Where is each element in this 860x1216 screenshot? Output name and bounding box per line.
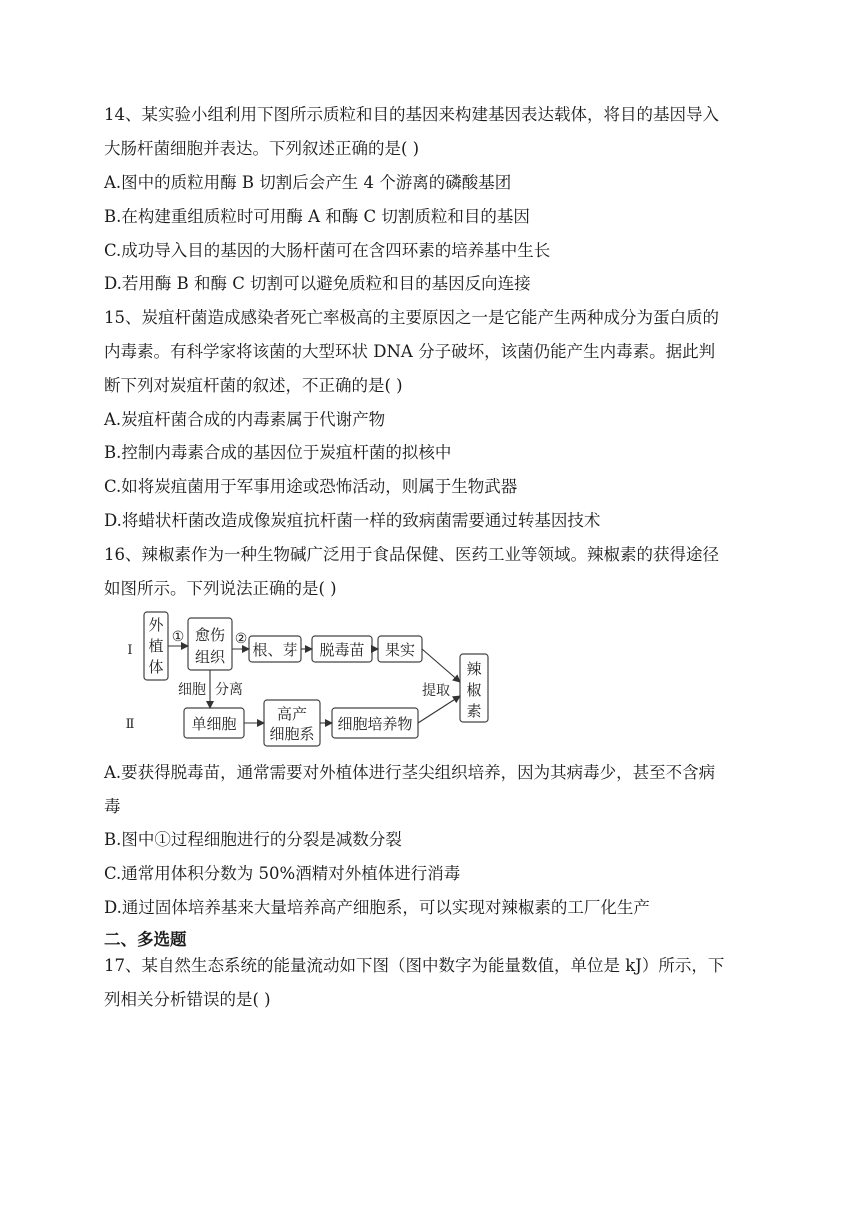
capsaicin-flow-diagram [104,604,504,754]
single-cell-label: 单细胞 [191,715,237,733]
fruit-label: 果实 [384,641,416,659]
q15-option-d: D.将蜡状杆菌改造成像炭疽抗杆菌一样的致病菌需要通过转基因技术 [104,511,601,530]
capsaicin-label-3: 素 [466,702,482,720]
q14-option-c: C.成功导入目的基因的大肠杆菌可在含四环素的培养基中生长 [104,241,551,260]
virus-free-label: 脱毒苗 [319,641,365,659]
extract-label: 提取 [422,683,450,699]
callus-label-2: 组织 [194,648,226,666]
q17-stem-line-1: 17、某自然生态系统的能量流动如下图（图中数字为能量数值，单位是 kJ）所示，下 [104,956,725,975]
q16-stem-line-1: 16、辣椒素作为一种生物碱广泛用于食品保健、医药工业等领域。辣椒素的获得途径 [104,545,719,564]
roots-buds-label: 根、芽 [252,641,298,659]
section-heading: 二、多选题 [104,930,187,949]
q15-stem-line-2: 内毒素。有科学家将该菌的大型环状 DNA 分子破坏，该菌仍能产生内毒素。据此判 [104,342,716,361]
q15-stem-line-1: 15、炭疽杆菌造成感染者死亡率极高的主要原因之一是它能产生两种成分为蛋白质的 [104,308,719,327]
callus-label-1: 愈伤 [194,626,226,644]
step-2-label: ② [234,631,248,647]
q14-option-b: B.在构建重组质粒时可用酶 A 和酶 C 切割质粒和目的基因 [104,207,530,226]
explant-label-2: 植 [148,637,164,655]
arrow-fruit-capsaicin [422,649,460,682]
step-1-label: ① [171,629,185,645]
explant-label-3: 体 [148,658,164,676]
explant-label-1: 外 [148,616,164,634]
q17-stem-line-2: 列相关分析错误的是( ) [104,990,271,1009]
q14-option-a: A.图中的质粒用酶 B 切割后会产生 4 个游离的磷酸基团 [104,173,512,192]
high-yield-label-1: 高产 [276,705,308,723]
route-2-label: Ⅱ [125,717,135,732]
high-yield-label-2: 细胞系 [269,725,315,743]
q15-option-a: A.炭疽杆菌合成的内毒素属于代谢产物 [104,410,386,429]
q16-option-b: B.图中①过程细胞进行的分裂是减数分裂 [104,830,402,849]
q16-option-a-line-1: A.要获得脱毒苗，通常需要对外植体进行茎尖组织培养，因为其病毒少，甚至不含病 [104,763,716,782]
q15-option-c: C.如将炭疽菌用于军事用途或恐怖活动，则属于生物武器 [104,477,518,496]
cell-separation-label-1: 细胞 [178,682,206,698]
capsaicin-label-2: 椒 [466,681,482,699]
q16-option-a-line-2: 毒 [104,797,121,816]
q14-stem-line-2: 大肠杆菌细胞并表达。下列叙述正确的是( ) [104,139,420,158]
q14-stem-line-1: 14、某实验小组利用下图所示质粒和目的基因来构建基因表达载体，将目的基因导入 [104,105,719,124]
culture-label: 细胞培养物 [337,715,413,733]
q14-option-d: D.若用酶 B 和酶 C 切割可以避免质粒和目的基因反向连接 [104,274,531,293]
q16-option-c: C.通常用体积分数为 50%酒精对外植体进行消毒 [104,864,461,883]
cell-separation-label-2: 分离 [215,682,243,698]
q16-option-d: D.通过固体培养基来大量培养高产细胞系，可以实现对辣椒素的工厂化生产 [104,898,650,917]
q16-stem-line-2: 如图所示。下列说法正确的是( ) [104,579,337,598]
q15-option-b: B.控制内毒素合成的基因位于炭疽杆菌的拟核中 [104,443,452,462]
capsaicin-label-1: 辣 [466,660,482,678]
arrow-culture-capsaicin [418,696,460,723]
route-1-label: Ⅰ [127,643,133,658]
q15-stem-line-3: 断下列对炭疽杆菌的叙述，不正确的是( ) [104,376,403,395]
